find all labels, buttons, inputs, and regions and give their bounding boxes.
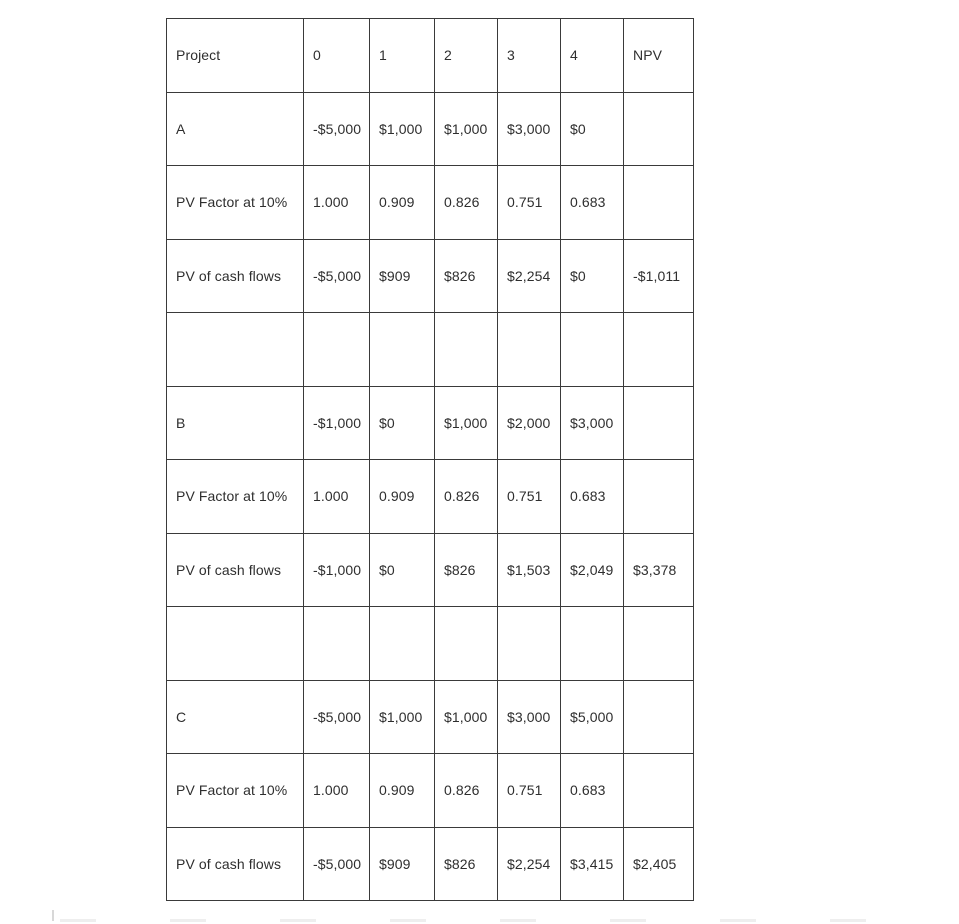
header-cell: 3 — [498, 19, 561, 93]
row-label-cell: PV of cash flows — [167, 827, 304, 901]
value-cell: $1,000 — [435, 386, 498, 460]
value-cell: $2,049 — [561, 533, 624, 607]
value-cell: $826 — [435, 533, 498, 607]
value-cell — [435, 607, 498, 681]
crop-artifact-tick — [52, 910, 54, 921]
value-cell: -$1,000 — [304, 533, 370, 607]
value-cell — [624, 754, 694, 828]
value-cell: 0.826 — [435, 460, 498, 534]
value-cell: $3,000 — [498, 680, 561, 754]
value-cell: 0.683 — [561, 754, 624, 828]
value-cell: 0.683 — [561, 166, 624, 240]
value-cell: 1.000 — [304, 166, 370, 240]
value-cell: 0.751 — [498, 166, 561, 240]
value-cell: -$5,000 — [304, 680, 370, 754]
table-row — [167, 166, 694, 240]
value-cell: $3,000 — [561, 386, 624, 460]
value-cell: $1,000 — [435, 92, 498, 166]
table-row — [167, 460, 694, 534]
row-label-cell: PV Factor at 10% — [167, 460, 304, 534]
value-cell — [624, 92, 694, 166]
value-cell — [624, 386, 694, 460]
table-row — [167, 607, 694, 681]
value-cell — [498, 313, 561, 387]
header-cell: 4 — [561, 19, 624, 93]
value-cell: 0.909 — [370, 754, 435, 828]
value-cell — [624, 313, 694, 387]
value-cell: $1,000 — [370, 680, 435, 754]
value-cell: $2,000 — [498, 386, 561, 460]
row-label-cell: PV Factor at 10% — [167, 754, 304, 828]
value-cell — [561, 607, 624, 681]
value-cell: 0.826 — [435, 166, 498, 240]
value-cell: -$1,000 — [304, 386, 370, 460]
table-row — [167, 533, 694, 607]
value-cell — [624, 680, 694, 754]
value-cell: 0.683 — [561, 460, 624, 534]
value-cell: $826 — [435, 239, 498, 313]
value-cell: $1,503 — [498, 533, 561, 607]
value-cell: $2,254 — [498, 827, 561, 901]
table-header-row — [167, 19, 694, 93]
value-cell: $3,378 — [624, 533, 694, 607]
value-cell — [624, 166, 694, 240]
value-cell: $2,254 — [498, 239, 561, 313]
value-cell — [561, 313, 624, 387]
value-cell — [304, 313, 370, 387]
value-cell — [370, 313, 435, 387]
row-label-cell: A — [167, 92, 304, 166]
header-cell: 0 — [304, 19, 370, 93]
value-cell: $0 — [561, 239, 624, 313]
npv-table — [166, 18, 694, 901]
value-cell: $5,000 — [561, 680, 624, 754]
table-row — [167, 313, 694, 387]
value-cell — [370, 607, 435, 681]
row-label-cell: PV Factor at 10% — [167, 166, 304, 240]
header-cell: Project — [167, 19, 304, 93]
value-cell: $826 — [435, 827, 498, 901]
value-cell: -$1,011 — [624, 239, 694, 313]
value-cell: 0.751 — [498, 754, 561, 828]
value-cell: $909 — [370, 827, 435, 901]
value-cell: 1.000 — [304, 754, 370, 828]
table-row — [167, 239, 694, 313]
row-label-cell: C — [167, 680, 304, 754]
value-cell: $0 — [370, 386, 435, 460]
row-label-cell — [167, 313, 304, 387]
value-cell: $1,000 — [435, 680, 498, 754]
header-cell: 1 — [370, 19, 435, 93]
value-cell — [304, 607, 370, 681]
row-label-cell: PV of cash flows — [167, 533, 304, 607]
value-cell — [624, 607, 694, 681]
value-cell: -$5,000 — [304, 239, 370, 313]
row-label-cell: PV of cash flows — [167, 239, 304, 313]
value-cell: 0.909 — [370, 460, 435, 534]
value-cell: 1.000 — [304, 460, 370, 534]
header-cell: 2 — [435, 19, 498, 93]
value-cell — [498, 607, 561, 681]
value-cell: 0.826 — [435, 754, 498, 828]
value-cell: $3,000 — [498, 92, 561, 166]
table-row — [167, 386, 694, 460]
header-cell: NPV — [624, 19, 694, 93]
value-cell: $1,000 — [370, 92, 435, 166]
row-label-cell — [167, 607, 304, 681]
value-cell — [624, 460, 694, 534]
table-row — [167, 92, 694, 166]
value-cell: $2,405 — [624, 827, 694, 901]
value-cell: 0.909 — [370, 166, 435, 240]
value-cell: $3,415 — [561, 827, 624, 901]
value-cell: $0 — [370, 533, 435, 607]
row-label-cell: B — [167, 386, 304, 460]
value-cell: -$5,000 — [304, 827, 370, 901]
npv-table-container — [166, 18, 694, 901]
table-row — [167, 680, 694, 754]
value-cell: 0.751 — [498, 460, 561, 534]
table-row — [167, 827, 694, 901]
value-cell: $0 — [561, 92, 624, 166]
value-cell: $909 — [370, 239, 435, 313]
value-cell — [435, 313, 498, 387]
crop-artifact-smudge — [60, 919, 910, 922]
value-cell: -$5,000 — [304, 92, 370, 166]
table-row — [167, 754, 694, 828]
